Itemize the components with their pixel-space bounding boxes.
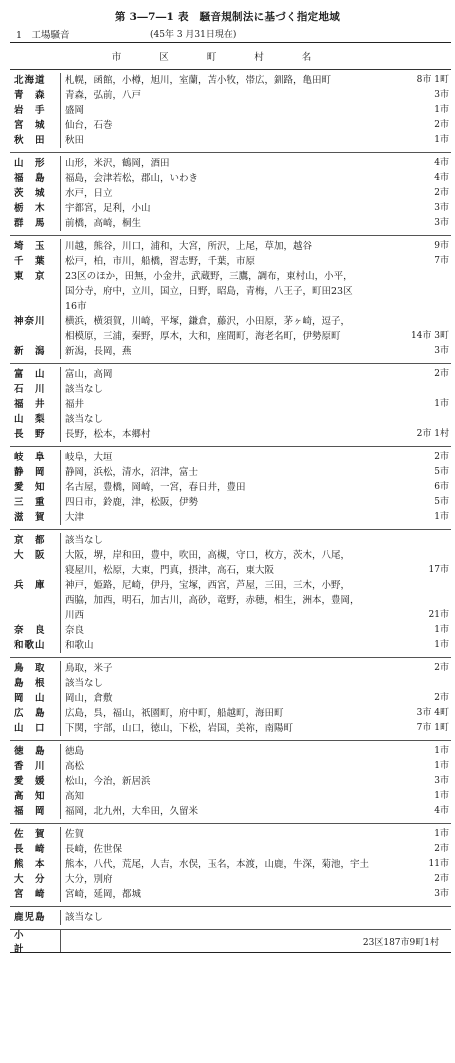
count-cell: 1市	[434, 746, 449, 756]
table-row	[10, 721, 451, 736]
count-cell: 3市	[434, 218, 449, 228]
cities-cell: 該当なし	[60, 910, 397, 925]
cities-cell: 富山，高岡	[60, 367, 397, 382]
total-value: 23区187市9町1村	[60, 930, 451, 952]
count-cell: 4市	[434, 806, 449, 816]
count-cell: 3市	[434, 776, 449, 786]
count-cell: 1市	[434, 640, 449, 650]
cities-cell: 四日市，鈴鹿，津，松阪，伊勢	[60, 495, 397, 510]
prefecture-cell: 和歌山	[14, 640, 46, 651]
table-row	[10, 676, 451, 691]
prefecture-cell: 奈 良	[14, 625, 46, 636]
cities-cell: 長崎，佐世保	[60, 842, 397, 857]
region-group	[10, 152, 451, 235]
table-row	[10, 857, 451, 872]
column-header: 市区町村名	[111, 52, 350, 63]
prefecture-cell: 徳 島	[14, 746, 46, 757]
count-cell: 3市	[434, 90, 449, 100]
table-row	[10, 804, 451, 819]
region-group	[10, 906, 451, 929]
count-cell: 1市	[434, 791, 449, 801]
prefecture-cell: 福 井	[14, 399, 46, 410]
table-row	[10, 186, 451, 201]
cities-cell: 23区のほか，田無，小金井，武蔵野，三鷹，調布，東村山，小平，	[60, 269, 397, 284]
cities-cell: 該当なし	[60, 382, 397, 397]
table-row	[10, 103, 451, 118]
cities-cell: 国分寺，府中，立川，国立，日野，昭島，青梅，八王子，町田23区	[60, 284, 397, 299]
prefecture-cell: 茨 城	[14, 188, 46, 199]
cities-cell: 青森，弘前，八戸	[60, 88, 397, 103]
table-header	[10, 43, 451, 70]
table-row	[10, 548, 451, 563]
cities-cell: 相模原，三浦，秦野，厚木，大和，座間町，海老名町，伊勢原町	[60, 329, 397, 344]
table-row	[10, 465, 451, 480]
prefecture-cell: 宮 崎	[14, 889, 46, 900]
table-row	[10, 563, 451, 578]
cities-cell: 大津	[60, 510, 397, 525]
count-cell: 1市	[434, 761, 449, 771]
date-note: (45年 3 月31日現在)	[150, 30, 237, 40]
table-row	[10, 73, 451, 88]
prefecture-cell: 兵 庫	[14, 580, 46, 591]
prefecture-cell: 大 阪	[14, 550, 46, 561]
count-cell: 7市 1町	[416, 723, 449, 733]
prefecture-cell: 新 潟	[14, 346, 46, 357]
cities-cell: 秋田	[60, 133, 397, 148]
count-cell: 8市 1町	[416, 75, 449, 85]
table-title: 第 3―7―1 表 騒音規制法に基づく指定地域	[114, 11, 341, 23]
cities-cell: 松山，今治，新居浜	[60, 774, 397, 789]
cities-cell: 岡山，倉敷	[60, 691, 397, 706]
prefecture-cell: 石 川	[14, 384, 46, 395]
section-label: 1 工場騒音	[16, 30, 70, 41]
count-cell: 4市	[434, 158, 449, 168]
prefecture-cell: 福 岡	[14, 806, 46, 817]
cities-cell: 該当なし	[60, 533, 397, 548]
prefecture-cell: 福 島	[14, 173, 46, 184]
count-cell: 1市	[434, 625, 449, 635]
prefecture-cell	[10, 299, 60, 314]
prefecture-cell: 大 分	[14, 874, 46, 885]
table-row	[10, 842, 451, 857]
table-row	[10, 299, 451, 314]
table-row	[10, 201, 451, 216]
table-row	[10, 329, 451, 344]
prefecture-cell	[10, 563, 60, 578]
table-row	[10, 382, 451, 397]
prefecture-cell: 山 形	[14, 158, 46, 169]
count-cell	[397, 299, 451, 314]
table-row	[10, 789, 451, 804]
count-cell: 2市	[434, 874, 449, 884]
prefecture-cell: 東 京	[14, 271, 46, 282]
prefecture-cell: 山 口	[14, 723, 46, 734]
prefecture-cell	[10, 284, 60, 299]
count-cell	[397, 412, 451, 427]
count-cell	[397, 533, 451, 548]
cities-cell: 鳥取，米子	[60, 661, 397, 676]
prefecture-cell: 滋 賀	[14, 512, 46, 523]
cities-cell: 徳島	[60, 744, 397, 759]
cities-cell: 大阪，堺，岸和田，豊中，吹田，高槻，守口，枚方，茨木，八尾，	[60, 548, 397, 563]
table-row	[10, 495, 451, 510]
count-cell: 2市	[434, 369, 449, 379]
count-cell	[397, 910, 451, 925]
count-cell: 1市	[434, 135, 449, 145]
count-cell: 14市 3町	[410, 331, 449, 341]
prefecture-cell: 富 山	[14, 369, 46, 380]
count-cell	[397, 676, 451, 691]
table-row	[10, 216, 451, 231]
table-row	[10, 593, 451, 608]
count-cell: 2市	[434, 188, 449, 198]
region-group	[10, 823, 451, 906]
cities-cell: 下関，宇部，山口，徳山，下松，岩国，美祢，南陽町	[60, 721, 397, 736]
prefecture-cell: 山 梨	[14, 414, 46, 425]
cities-cell: 前橋，高崎，桐生	[60, 216, 397, 231]
count-cell: 3市 4町	[416, 708, 449, 718]
table-row	[10, 480, 451, 495]
prefecture-cell: 栃 木	[14, 203, 46, 214]
count-cell: 3市	[434, 889, 449, 899]
table-row	[10, 397, 451, 412]
cities-cell: 福岡，北九州，大牟田，久留米	[60, 804, 397, 819]
cities-cell: 宮崎，延岡，都城	[60, 887, 397, 902]
prefecture-cell: 長 崎	[14, 844, 46, 855]
region-group	[10, 446, 451, 529]
prefecture-cell: 岡 山	[14, 693, 46, 704]
prefecture-cell: 岐 阜	[14, 452, 46, 463]
cities-cell: 大分，別府	[60, 872, 397, 887]
cities-cell: 盛岡	[60, 103, 397, 118]
table-row	[10, 533, 451, 548]
count-cell: 3市	[434, 346, 449, 356]
prefecture-cell: 愛 知	[14, 482, 46, 493]
count-cell: 2市 1村	[416, 429, 449, 439]
prefecture-cell	[10, 593, 60, 608]
table-row	[10, 578, 451, 593]
prefecture-cell: 静 岡	[14, 467, 46, 478]
cities-cell: 該当なし	[60, 412, 397, 427]
count-cell: 4市	[434, 173, 449, 183]
count-cell: 2市	[434, 663, 449, 673]
region-group	[10, 70, 451, 152]
cities-cell: 横浜，横須賀，川崎，平塚，鎌倉，藤沢，小田原，茅ヶ崎，逗子，	[60, 314, 397, 329]
table-row	[10, 706, 451, 721]
cities-cell: 該当なし	[60, 676, 397, 691]
cities-cell: 高知	[60, 789, 397, 804]
table-row	[10, 254, 451, 269]
region-group	[10, 657, 451, 740]
cities-cell: 佐賀	[60, 827, 397, 842]
count-cell	[397, 284, 451, 299]
cities-cell: 名古屋，豊橋，岡崎，一宮，春日井，豊田	[60, 480, 397, 495]
cities-cell: 熊本，八代，荒尾，人吉，水俣，玉名，本渡，山鹿，牛深，菊池，宇土	[60, 857, 397, 872]
table-row	[10, 450, 451, 465]
table-row	[10, 156, 451, 171]
count-cell: 1市	[434, 512, 449, 522]
cities-cell: 和歌山	[60, 638, 397, 653]
cities-cell: 福島，会津若松，郡山，いわき	[60, 171, 397, 186]
count-cell: 3市	[434, 203, 449, 213]
table-row	[10, 239, 451, 254]
cities-cell: 神戸，姫路，尼崎，伊丹，宝塚，西宮，芦屋，三田，三木，小野，	[60, 578, 397, 593]
count-cell: 6市	[434, 482, 449, 492]
table-row	[10, 344, 451, 359]
table-row	[10, 412, 451, 427]
count-cell: 1市	[434, 399, 449, 409]
count-cell: 11市	[428, 859, 449, 869]
table-row	[10, 608, 451, 623]
prefecture-cell: 鹿児島	[14, 912, 46, 923]
prefecture-cell: 長 野	[14, 429, 46, 440]
table-row	[10, 887, 451, 902]
table-row	[10, 827, 451, 842]
prefecture-cell: 青 森	[14, 90, 46, 101]
prefecture-cell: 北海道	[14, 75, 46, 86]
cities-cell: 16市	[60, 299, 397, 314]
region-group	[10, 363, 451, 446]
cities-cell: 仙台，石巻	[60, 118, 397, 133]
table-row	[10, 774, 451, 789]
total-label: 小計	[14, 930, 38, 955]
cities-cell: 水戸，日立	[60, 186, 397, 201]
count-cell	[397, 269, 451, 284]
cities-cell: 宇都宮，足利，小山	[60, 201, 397, 216]
prefecture-cell: 広 島	[14, 708, 46, 719]
table-row	[10, 118, 451, 133]
count-cell	[397, 382, 451, 397]
prefecture-cell: 熊 本	[14, 859, 46, 870]
count-cell: 1市	[434, 829, 449, 839]
table-row	[10, 661, 451, 676]
count-cell: 2市	[434, 452, 449, 462]
table-row	[10, 510, 451, 525]
cities-cell: 山形，米沢，鶴岡，酒田	[60, 156, 397, 171]
prefecture-cell: 佐 賀	[14, 829, 46, 840]
count-cell: 1市	[434, 105, 449, 115]
region-group	[10, 235, 451, 363]
table-row	[10, 427, 451, 442]
count-cell	[397, 593, 451, 608]
table-row	[10, 638, 451, 653]
prefecture-cell: 千 葉	[14, 256, 46, 267]
cities-cell: 松戸，柏，市川，船橋，習志野，千葉，市原	[60, 254, 397, 269]
prefecture-cell: 神奈川	[14, 316, 46, 327]
table-row	[10, 133, 451, 148]
cities-cell: 川西	[60, 608, 397, 623]
prefecture-cell: 京 都	[14, 535, 46, 546]
cities-cell: 高松	[60, 759, 397, 774]
count-cell: 2市	[434, 120, 449, 130]
count-cell: 7市	[434, 256, 449, 266]
count-cell: 9市	[434, 241, 449, 251]
count-cell	[397, 548, 451, 563]
table-row	[10, 88, 451, 103]
table-row	[10, 623, 451, 638]
cities-cell: 奈良	[60, 623, 397, 638]
cities-cell: 福井	[60, 397, 397, 412]
prefecture-cell: 愛 媛	[14, 776, 46, 787]
table-row	[10, 314, 451, 329]
table-row	[10, 744, 451, 759]
cities-cell: 川越，熊谷，川口，浦和，大宮，所沢，上尾，草加，越谷	[60, 239, 397, 254]
cities-cell: 岐阜，大垣	[60, 450, 397, 465]
cities-cell: 西脇，加西，明石，加古川，高砂，竜野，赤穂，相生，洲本，豊岡，	[60, 593, 397, 608]
table-row	[10, 269, 451, 284]
region-group	[10, 740, 451, 823]
table-row	[10, 171, 451, 186]
count-cell: 17市	[428, 565, 449, 575]
table-row	[10, 910, 451, 925]
table-row	[10, 691, 451, 706]
cities-cell: 寝屋川，松原，大東，門真，摂津，高石，東大阪	[60, 563, 397, 578]
prefecture-cell: 高 知	[14, 791, 46, 802]
prefecture-cell: 鳥 取	[14, 663, 46, 674]
cities-cell: 広島，呉，福山，祇園町，府中町，船越町，海田町	[60, 706, 397, 721]
designated-area-table	[10, 42, 451, 953]
total-row	[10, 929, 451, 955]
prefecture-cell: 秋 田	[14, 135, 46, 146]
prefecture-cell: 埼 玉	[14, 241, 46, 252]
prefecture-cell: 岩 手	[14, 105, 46, 116]
count-cell: 21市	[428, 610, 449, 620]
cities-cell: 長野，松本，本郷村	[60, 427, 397, 442]
cities-cell: 新潟，長岡，燕	[60, 344, 397, 359]
count-cell: 5市	[434, 467, 449, 477]
table-row	[10, 872, 451, 887]
table-row	[10, 284, 451, 299]
prefecture-cell	[10, 608, 60, 623]
table-body	[10, 70, 451, 929]
prefecture-cell: 島 根	[14, 678, 46, 689]
cities-cell: 静岡，浜松，清水，沼津，富士	[60, 465, 397, 480]
region-group	[10, 529, 451, 657]
count-cell: 2市	[434, 693, 449, 703]
prefecture-cell: 宮 城	[14, 120, 46, 131]
prefecture-cell: 群 馬	[14, 218, 46, 229]
count-cell	[397, 578, 451, 593]
prefecture-cell: 三 重	[14, 497, 46, 508]
prefecture-cell: 香 川	[14, 761, 46, 772]
count-cell	[397, 314, 451, 329]
cities-cell: 札幌，函館，小樽，旭川，室蘭，苫小牧，帯広，釧路，亀田町	[60, 73, 397, 88]
count-cell: 2市	[434, 844, 449, 854]
count-cell: 5市	[434, 497, 449, 507]
table-row	[10, 759, 451, 774]
prefecture-cell	[10, 329, 60, 344]
table-row	[10, 367, 451, 382]
